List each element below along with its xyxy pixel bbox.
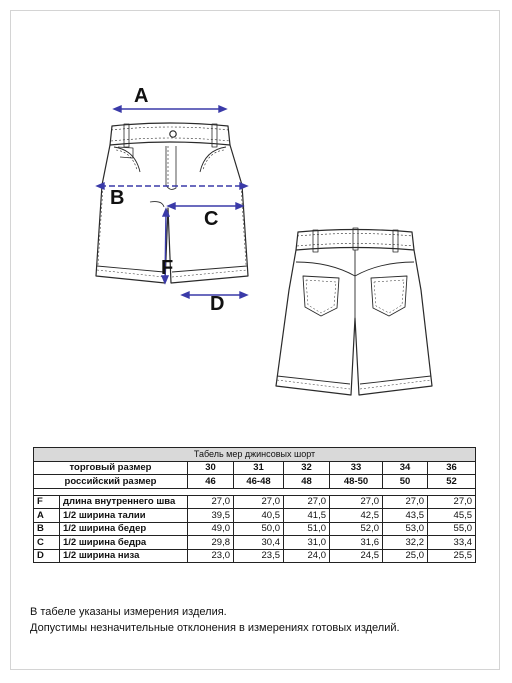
dimension-label-a: A [134,85,149,107]
size-table [33,447,476,563]
row-code: C [34,536,60,550]
table-title-row [34,448,476,462]
row-label: длина внутреннего шва [60,495,188,509]
table-cell: 27,0 [188,495,234,509]
table-cell: 33,4 [428,536,476,550]
table-cell: 42,5 [330,509,383,523]
table-cell: 52 [428,475,476,489]
table-cell: 24,0 [284,549,330,563]
row-code: F [34,495,60,509]
table-cell: 43,5 [383,509,428,523]
table-cell: 31,6 [330,536,383,550]
row-label: 1/2 ширина низа [60,549,188,563]
row-label: 1/2 ширина бедра [60,536,188,550]
table-cell: 33 [330,461,383,475]
table-cell: 30 [188,461,234,475]
table-cell: 39,5 [188,509,234,523]
row-label: 1/2 ширина бедер [60,522,188,536]
row-label: 1/2 ширина талии [60,509,188,523]
table-cell: 40,5 [234,509,284,523]
table-cell: 46-48 [234,475,284,489]
table-cell: 27,0 [234,495,284,509]
trade-size-row [34,461,476,475]
table-cell: 49,0 [188,522,234,536]
table-cell: 25,5 [428,549,476,563]
table-cell: 48 [284,475,330,489]
russian-size-label: российский размер [34,475,188,489]
table-cell: 55,0 [428,522,476,536]
note-tolerance: Допустимы незначительные отклонения в измерениях готовых изделий. [30,622,400,634]
table-cell: 30,4 [234,536,284,550]
table-spacer [34,488,476,495]
table-spacer-row [34,488,476,495]
table-cell: 27,0 [383,495,428,509]
table-row [34,509,476,523]
table-cell: 31,0 [284,536,330,550]
table-row [34,536,476,550]
row-code: B [34,522,60,536]
note-measurements: В табеле указаны измерения изделия. [30,606,227,618]
table-cell: 31 [234,461,284,475]
dimension-label-d: D [210,293,225,315]
table-cell: 36 [428,461,476,475]
table-cell: 51,0 [284,522,330,536]
table-cell: 25,0 [383,549,428,563]
russian-size-row [34,475,476,489]
table-cell: 45,5 [428,509,476,523]
trade-size-label: торговый размер [34,461,188,475]
table-cell: 32 [284,461,330,475]
table-cell: 24,5 [330,549,383,563]
shorts-back-view [276,228,432,395]
table-cell: 50,0 [234,522,284,536]
table-cell: 46 [188,475,234,489]
table-row [34,495,476,509]
table-cell: 48-50 [330,475,383,489]
table-cell: 23,0 [188,549,234,563]
table-cell: 32,2 [383,536,428,550]
table-cell: 34 [383,461,428,475]
table-cell: 27,0 [330,495,383,509]
table-row [34,522,476,536]
table-cell: 50 [383,475,428,489]
table-cell: 29,8 [188,536,234,550]
table-cell: 23,5 [234,549,284,563]
table-cell: 52,0 [330,522,383,536]
table-cell: 41,5 [284,509,330,523]
row-code: A [34,509,60,523]
row-code: D [34,549,60,563]
table-row [34,549,476,563]
crotch-curve-mark [150,202,164,207]
dimension-label-f: F [161,257,174,279]
dimension-label-c: C [204,208,219,230]
table-cell: 53,0 [383,522,428,536]
table-cell: 27,0 [284,495,330,509]
dimension-label-b: B [110,187,125,209]
table-cell: 27,0 [428,495,476,509]
table-title: Табель мер джинсовых шорт [34,448,476,462]
